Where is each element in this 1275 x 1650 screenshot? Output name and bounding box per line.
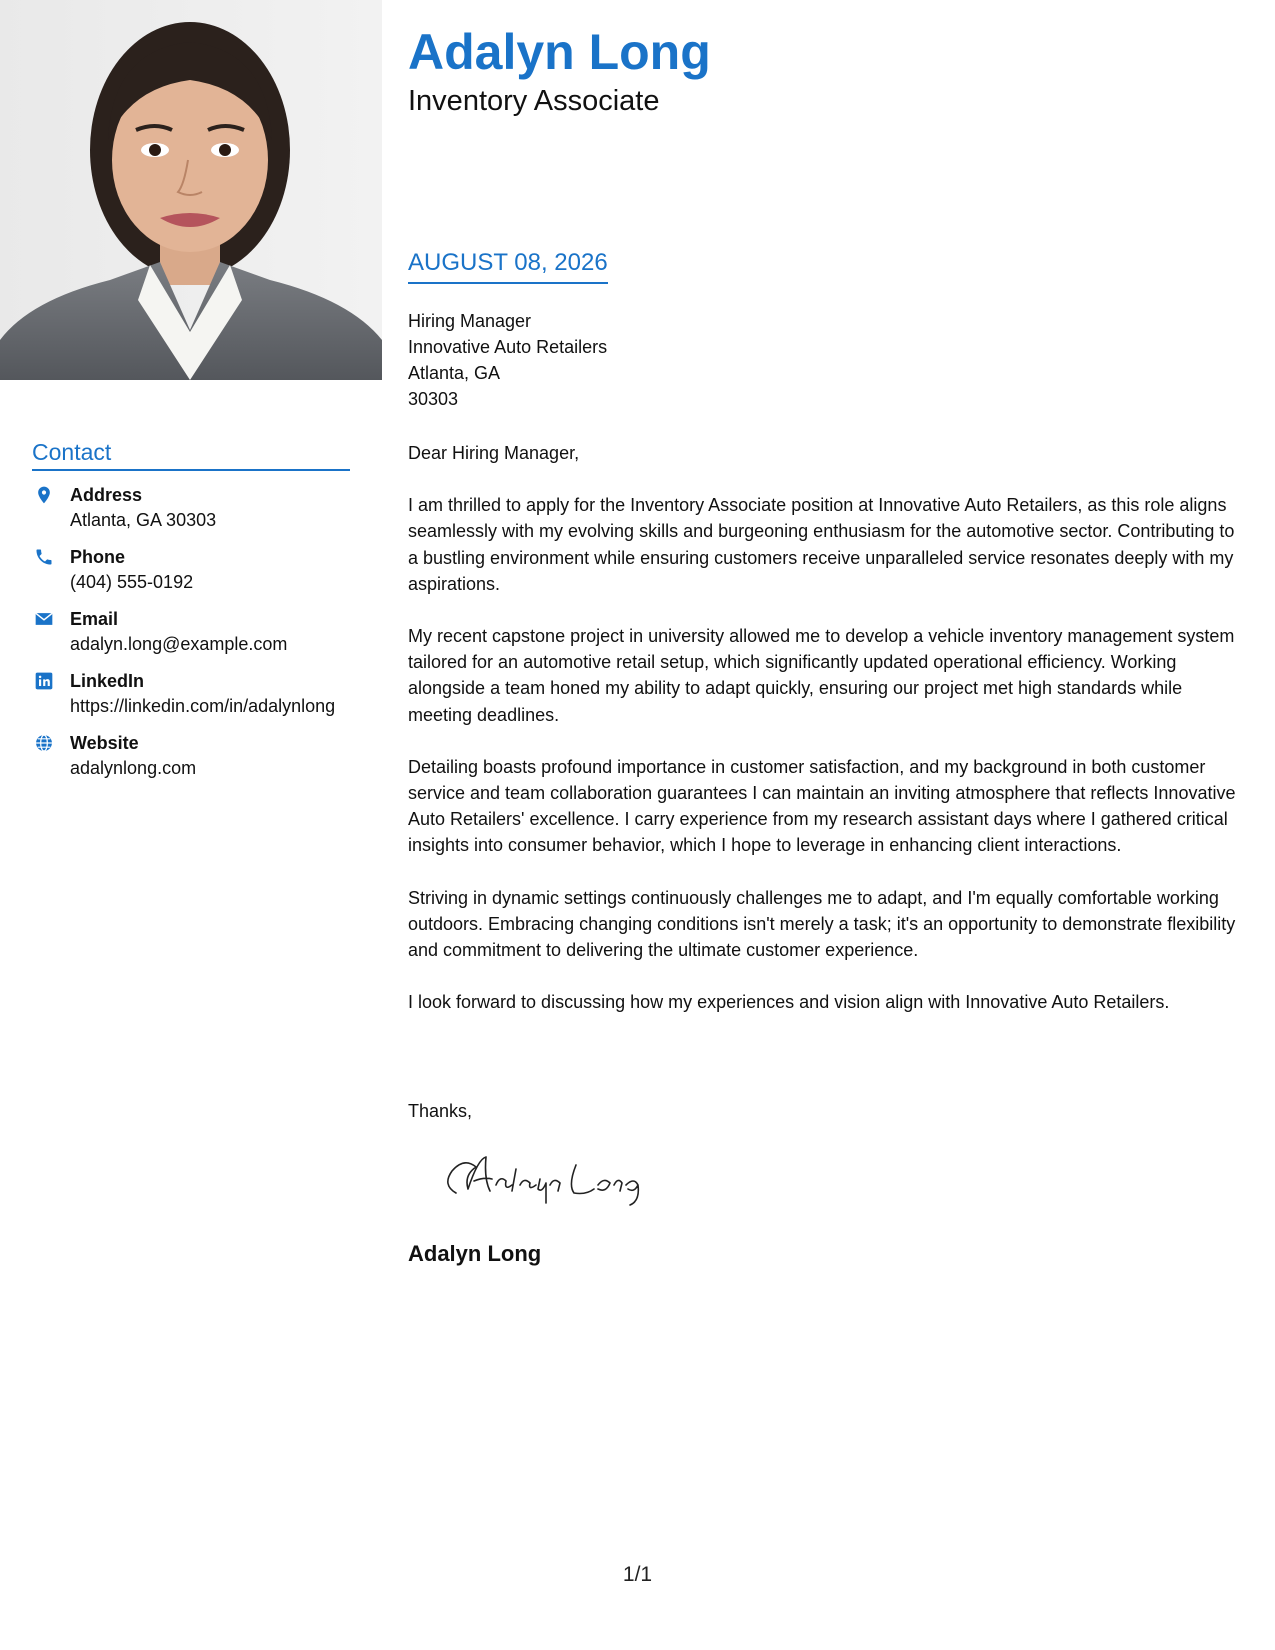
contact-item-address (32, 483, 350, 533)
recipient-company: Innovative Auto Retailers (408, 337, 608, 357)
contact-value: Atlanta, GA 30303 (70, 510, 217, 530)
contact-label: Address (70, 485, 143, 505)
applicant-name: Adalyn Long (408, 24, 711, 80)
contact-item-website (32, 731, 350, 781)
contact-value[interactable]: adalynlong.com (70, 758, 197, 778)
contact-label: Website (70, 733, 139, 753)
profile-photo (0, 0, 382, 380)
sidebar (0, 0, 382, 1650)
letter-paragraph: Detailing boasts profound importance in customer satisfaction, and my background in both customer service and team collaboration guarantees I can maintain an inviting atmosphere that reflects Innovative Auto Retailers' excellence. I carry experience from my research assistant days where I gathered critical insights into consumer behavior, which I hope to leverage in enhancing client interactions. (408, 756, 1236, 856)
letter-paragraph: Striving in dynamic settings continuously challenges me to adapt, and I'm equally comfortable working outdoors. Embracing changing conditions isn't merely a task; it's an opportunity to demonstrate flexibility and commitment to delivering the ultimate customer experience. (408, 887, 1236, 961)
recipient-zip: 30303 (408, 389, 459, 409)
contact-item-email (32, 607, 350, 657)
letter-closing: Thanks, (408, 1101, 473, 1121)
letter-date: AUGUST 08, 2026 (408, 248, 608, 284)
linkedin-icon (34, 671, 54, 691)
handwritten-signature (434, 1145, 654, 1215)
location-pin-icon (34, 485, 54, 505)
contact-value[interactable]: https://linkedin.com/in/adalynlong (70, 696, 336, 716)
page-number: 1/1 (622, 1563, 653, 1586)
globe-icon (34, 733, 54, 753)
contact-label: Phone (70, 547, 126, 567)
contact-heading: Contact (32, 438, 350, 471)
contact-item-linkedin (32, 669, 350, 719)
contact-label: Email (70, 609, 119, 629)
letter-paragraph: I am thrilled to apply for the Inventory Associate position at Innovative Auto Retailers, as this role aligns seamlessly with my evolving skills and burgeoning enthusiasm for the automotive sector. Contributing to a bustling environment while ensuring customers receive unparalleled service resonates deeply with my aspirations. (408, 495, 1235, 594)
letter-paragraph: I look forward to discussing how my experiences and vision align with Innovative Auto Retailers. (408, 992, 1170, 1013)
letter-greeting: Dear Hiring Manager, (408, 443, 580, 463)
phone-icon (34, 547, 54, 567)
recipient-block (408, 308, 607, 412)
contact-value: (404) 555-0192 (70, 572, 194, 592)
applicant-job-title: Inventory Associate (408, 85, 660, 117)
contact-label: LinkedIn (70, 671, 145, 691)
letter-paragraph: My recent capstone project in university allowed me to develop a vehicle inventory management system tailored for an automotive retail setup, which significantly updated operational efficiency. Working alongside a team honed my ability to adapt quickly, ensuring our project met high standards while meeting deadlines. (408, 626, 1235, 725)
contact-item-phone (32, 545, 350, 595)
envelope-icon (34, 609, 54, 629)
recipient-title: Hiring Manager (408, 311, 532, 331)
contact-value[interactable]: adalyn.long@example.com (70, 634, 288, 654)
recipient-city-state: Atlanta, GA (408, 363, 501, 383)
signed-name: Adalyn Long (408, 1241, 542, 1266)
letter-body (408, 440, 1248, 1041)
contact-section (32, 438, 350, 793)
